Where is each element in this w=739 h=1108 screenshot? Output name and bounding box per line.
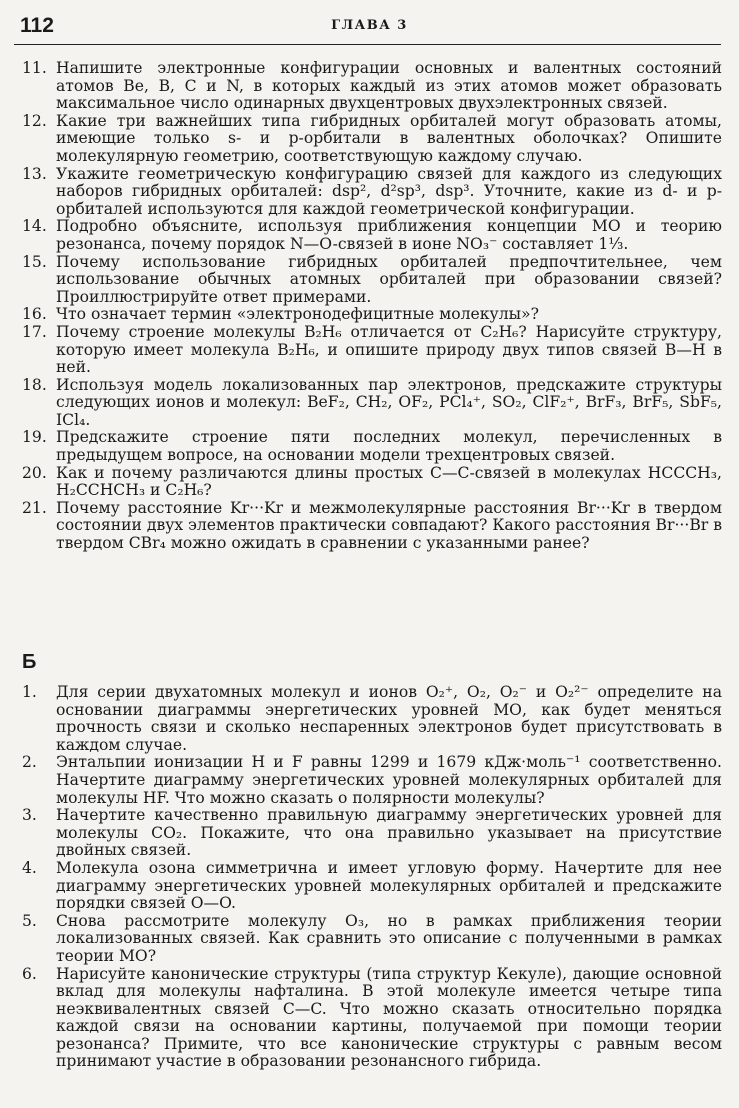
header-rule bbox=[14, 44, 721, 45]
question-number: 6. bbox=[22, 964, 37, 983]
question-item bbox=[22, 306, 722, 324]
question-number: 5. bbox=[22, 911, 37, 930]
question-item bbox=[22, 465, 722, 500]
question-text: Энтальпии ионизации H и F равны 1299 и 1679 кДж·моль⁻¹ соответственно. Начертите диаграмму энергетических уровней молекулярных орбиталей для молекулы HF. Что можно сказать о полярности молекулы? bbox=[56, 753, 722, 807]
question-text: Что означает термин «электронодефицитные молекулы»? bbox=[56, 305, 539, 324]
question-list-a bbox=[22, 60, 722, 553]
question-number: 12. bbox=[22, 111, 47, 130]
question-number: 3. bbox=[22, 806, 37, 825]
chapter-title: ГЛАВА 3 bbox=[331, 18, 408, 33]
page-header bbox=[0, 14, 739, 44]
question-text: Начертите качественно правильную диаграмму энергетических уровней для молекулы CO₂. Покажите, что она правильно указывает на присутствие двойных связей. bbox=[56, 806, 722, 860]
question-number: 18. bbox=[22, 375, 47, 394]
question-text: Как и почему различаются длины простых C—C-связей в молекулах HCCCH₃, H₂CCHCH₃ и C₂H₆? bbox=[56, 463, 722, 500]
question-text: Почему строение молекулы B₂H₆ отличается от C₂H₆? Нарисуйте структуру, которую имеет молекула B₂H₆, и опишите природу двух типов связей B—H в ней. bbox=[56, 322, 722, 377]
question-number: 16. bbox=[22, 305, 47, 324]
question-text: Укажите геометрическую конфигурацию связей для каждого из следующих наборов гибридных орбиталей: dsp², d²sp³, dsp³. Уточните, какие из d- и p-орбиталей используются для каждой геометрической конфигурации. bbox=[56, 164, 722, 218]
question-number: 2. bbox=[22, 753, 37, 772]
question-number: 11. bbox=[22, 59, 47, 77]
question-number: 21. bbox=[22, 498, 47, 517]
question-item bbox=[22, 807, 722, 860]
question-item bbox=[22, 913, 722, 966]
question-number: 20. bbox=[22, 463, 47, 482]
question-list-b bbox=[22, 684, 722, 1071]
question-item bbox=[22, 377, 722, 430]
question-item bbox=[22, 966, 722, 1072]
question-number: 13. bbox=[22, 164, 47, 183]
question-text: Почему использование гибридных орбиталей предпочтительнее, чем использование обычных атомных орбиталей при образовании связей? Проиллюстрируйте ответ примерами. bbox=[56, 252, 722, 306]
question-item bbox=[22, 60, 722, 113]
question-number: 14. bbox=[22, 217, 47, 236]
question-item bbox=[22, 860, 722, 913]
question-item bbox=[22, 324, 722, 377]
question-item bbox=[22, 684, 722, 754]
page-number: 112 bbox=[20, 14, 54, 37]
question-text: Используя модель локализованных пар электронов, предскажите структуры следующих ионов и молекул: BeF₂, CH₂, OF₂, PCl₄⁺, SO₂, ClF₂⁺, BrF₃, BrF₅, SbF₅, ICl₄. bbox=[56, 375, 722, 429]
question-text: Напишите электронные конфигурации основных и валентных состояний атомов Be, B, C и N, в которых каждый из этих атомов может образовать максимальное число одинарных двухцентровых двухэлектронных связей. bbox=[56, 59, 722, 113]
question-text: Молекула озона симметрична и имеет угловую форму. Начертите для нее диаграмму энергетических уровней молекулярных орбиталей и предскажите порядки связей O—O. bbox=[56, 858, 722, 913]
question-number: 15. bbox=[22, 252, 47, 271]
question-item bbox=[22, 754, 722, 807]
question-text: Снова рассмотрите молекулу O₃, но в рамках приближения теории локализованных связей. Как сравнить это описание с полученными в рамках теории МО? bbox=[56, 911, 722, 965]
question-number: 19. bbox=[22, 428, 47, 447]
question-text: Для серии двухатомных молекул и ионов O₂⁺, O₂, O₂⁻ и O₂²⁻ определите на основании диаграммы энергетических уровней МО, как будет меняться прочность связи и сколько неспаренных электронов будет присутствовать в каждом случае. bbox=[56, 683, 722, 754]
question-item bbox=[22, 254, 722, 307]
section-heading-b: Б bbox=[22, 651, 37, 673]
question-number: 4. bbox=[22, 858, 37, 877]
question-item bbox=[22, 166, 722, 219]
question-number: 1. bbox=[22, 683, 37, 701]
question-text: Подробно объясните, используя приближения концепции МО и теорию резонанса, почему порядок N—O-связей в ионе NO₃⁻ составляет 1⅓. bbox=[56, 217, 722, 253]
question-item bbox=[22, 429, 722, 464]
question-item bbox=[22, 500, 722, 553]
question-text: Нарисуйте канонические структуры (типа структур Кекуле), дающие основной вклад для молекулы нафталина. В этой молекуле имеется четыре типа неэквивалентных связей C—C. Что можно сказать относительно порядка каждой связи на основании картины, получаемой при помощи теории резонанса? Примите, что все канонические структуры с равным весом принимают участие в образовании резонансного гибрида. bbox=[56, 964, 722, 1071]
question-text: Почему расстояние Kr···Kr и межмолекулярные расстояния Br···Kr в твердом состоянии двух элементов практически совпадают? Какого расстояния Br···Br в твердом CBr₄ можно ожидать в сравнении с указанными ранее? bbox=[56, 498, 722, 553]
question-text: Какие три важнейших типа гибридных орбиталей могут образовать атомы, имеющие только s- и p-орбитали в валентных оболочках? Опишите молекулярную геометрию, соответствующую каждому случаю. bbox=[56, 111, 722, 165]
question-item bbox=[22, 218, 722, 253]
question-text: Предскажите строение пяти последних молекул, перечисленных в предыдущем вопросе, на основании модели трехцентровых связей. bbox=[56, 428, 722, 465]
question-number: 17. bbox=[22, 322, 47, 341]
question-item bbox=[22, 113, 722, 166]
